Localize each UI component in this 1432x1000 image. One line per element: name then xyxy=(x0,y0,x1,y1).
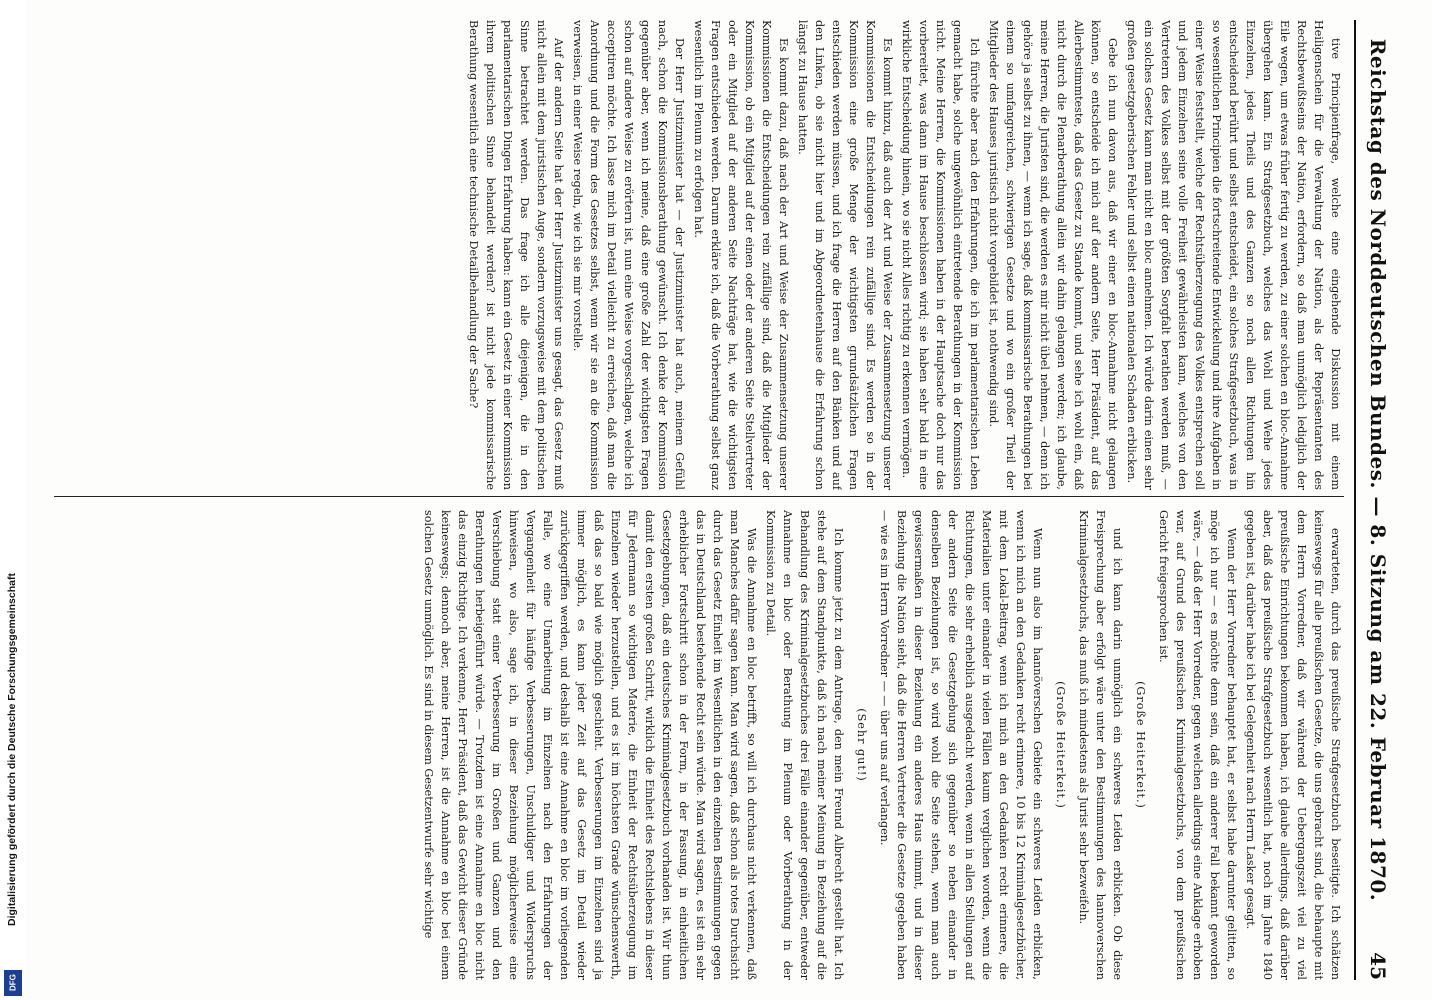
right-column xyxy=(44,510,1344,980)
funding-sidebar xyxy=(0,0,26,1000)
paragraph: Es kommt hinzu, daß auch der Art und Weise der Zusammensetzung unserer Kommissionen die Entscheidungen rein zufällige sind. Es werden so in der Kommission eine große Menge der wichtigsten grundsätzlichen Fragen entschieden werden müssen, und ich frage die Herren auf den Bänken und auf den Linken, ob sie nicht hier und im Abgeordnetenhause die Erfahrung schon längst zu Hause hatten. xyxy=(796,20,894,490)
running-title: Reichstag des Norddeutschen Bundes. — 8. Sitzung am 22. Februar 1870. xyxy=(1366,38,1390,902)
audience-reaction: (Sehr gut!) xyxy=(855,708,868,782)
funding-notice: Digitalisierung gefördert durch die Deutsche Forschungsgemeinschaft xyxy=(6,573,18,926)
paragraph: Wenn der Herr Vorredner behauptet hat, er selbst habe darunter gelitten, so möge ich nur — es möchte denn sein, daß ein anderer Fall bekannt geworden wäre, — daß der Herr Vorredner, gegen welchen allerdings eine Anklage erhoben war, auf Grund des preußischen Kriminalgesetzbuchs, von dem preußischen Gericht freigesprochen ist. xyxy=(1157,510,1238,980)
paragraph: Der Herr Justizminister hat — der Justizminister hat auch, meinem Gefühl nach, schon die Kommissionsberathung gewünscht. Ich denke der Kommission gegenüber aber, wenn ich meine, daß eine große Zahl der wichtigsten Fragen schon auf andere Weise zu erörtern ist, nun eine Weise vorgeschlagen, welche ich acceptiren möchte. Ich lasse mich im Detail vielleicht zu erreichen, daß man die Anordnung und die Form des Gesetzes selbst, wenn wir sie an die Kommission verweisen, in einer Weise regeln, wie ich sie mir vorstelle. xyxy=(571,20,686,490)
paragraph: Es kommt dazu, daß nach der Art und Weise der Zusammensetzung unserer Kommissionen die Entscheidungen rein zufällige sind, daß die Mitglieder der Kommission, ob ein Mitglied auf der einen oder der anderen Seite Stellvertreter oder ein Mitglied auf der anderen Seite Nachträge hat, wie die wichtigsten Fragen entschieden werden. Darum erkläre ich, daß die Vorberathung selbst ganz wesentlich im Plenum zu erfolgen hat. xyxy=(692,20,790,490)
audience-reaction: (Große Heiterkeit.) xyxy=(1054,681,1067,809)
page-number: 45 xyxy=(1366,952,1390,980)
paragraph: tive Principienfrage, welche eine eingehende Diskussion mit einem Heiligenschein für die Verwaltung der Nation, als der Repräsentanten des Rechtsbewußtseins der Nation, erfordern, so daß man unmöglich lediglich der Eile wegen, um etwas früher fertig zu werden, zu einer solchen en bloc-Annahme übergehen kann. Ein Strafgesetzbuch, welches das Wohl und Wehe jedes Einzelnen, jedes Theils und des Ganzen so noch allen Richtungen hin entscheidend berührt und selbst entscheidet, ein solches Strafgesetzbuch, was in so wesentlichen Principien die fortschreitende Entwickelung und ihre Aufgaben in einer Weise feststellt, welche der Rechtsüberzeugung des Volkes entsprechen soll und jedem Einzelnen seine volle Freiheit gewährleisten kann, welches von den Vertretern des Volkes selbst mit der größten Sorgfalt berathen werden muß, — ein solches Gesetz kann man nicht en bloc annehmen. Ich würde darin einen sehr großen gesetzgeberischen Fehler und selbst einen nationalen Schaden erblicken. xyxy=(1125,20,1342,490)
paragraph: Auf der andern Seite hat der Herr Justizminister uns gesagt, das Gesetz muß nicht allein mit dem juristischen Auge, sondern vorzugsweise mit dem politischen Sinne betrachtet werden. Das frage ich alle diejenigen, die in den parlamentarischen Dingen Erfahrung haben: kann ein Gesetz in einer Kommission ihrem politischen Sinne behandelt werden? ist nicht jede kommissarische Berathung wesentlich eine technische Detailbehandlung der Sache? xyxy=(467,20,565,490)
paragraph: und ich kann darin unmöglich ein schweres Leiden erblicken. Ob diese Freisprechung aber erfolgt wäre unter den Bestimmungen des hannoverschen Kriminalgesetzbuchs, das muß ich mindestens als Jurist sehr bezweifeln. xyxy=(1077,510,1124,980)
paragraph: erwarteten, durch das preußische Strafgesetzbuch beseitigte. Ich schätzen keineswegs für alle preußischen Gesetze, die uns gebracht sind, die behaupte mit dem Herrn Vorredner, daß wir während der Uebergangszeit viel zu viel preußische Einrichtungen bekommen haben, ich glaube allerdings, daß darüber aber, daß das preußische Strafgesetzbuch wesentlich hat, noch im Jahre 1840 gegeben ist, darüber habe ich bei Gelegenheit nach Herrn Lasker gesagt. xyxy=(1244,510,1342,980)
left-column xyxy=(44,20,1344,490)
rotated-page-content xyxy=(26,0,1406,1000)
paragraph: Ich komme jetzt zu dem Antrage, den mein Freund Albrecht gestellt hat. Ich stehe auf dem Standpunkte, daß ich nach meiner Meinung in Beziehung auf die Behandlung des Kriminalgesetzbuches drei Fälle einander gegenüber, entweder Annahme en bloc oder Berathung im Plenum oder Vorberathung in der Kommission zu Detail. xyxy=(764,510,845,980)
column-divider xyxy=(54,496,1344,497)
paragraph: Was die Annahme en bloc betrifft, so will ich durchaus nicht verkennen, daß man Manches dafür sagen kann. Man wird sagen, daß schon als rotes Durchsicht durch das Gesetz Einheit im Wesentlichen in den einzelnen Bestimmungen gegen das in Deutschland bestehende Recht sein würde. Man wird sagen, es ist ein sehr erheblicher Fortschritt schon in der Form, in der Fassung, in einheitlichen Gesetzgebungen, daß ein deutsches Kriminalgesetzbuch vorhanden ist. Wir thun damit den ersten großen Schritt, wirklich die Einheit des Rechtslebens in dieser für Jedermann so wichtigen Materie, die Einheit der Rechtsüberzeugung im Einzelnen wieder herzustellen, und es ist im höchsten Grade wünschenswerth, daß das so bald wie möglich geschieht. Verbesserungen im Einzelnen sind ja immer möglich, es kann jeder Zeit auf das Gesetz im Detail wieder zurückgegriffen werden, und deshalb ist eine Annahme en bloc im vorliegenden Falle, wo eine Umarbeitung im Einzelnen nach den Erfahrungen der Vergangenheit für häufige Verbesserungen, Unschuldiger und Widerspruchs hinweisen, wo also, sage ich, in dieser Beziehung möglicherweise eine Verschiebung statt einer Verbesserung im Großen und Ganzen und den Berathungen herbeigeführt würde. — Trotzdem ist eine Annahme en bloc nicht das einzig Richtige. Ich verkenne, Herr Präsident, daß das Gewicht dieser Gründe keineswegs; dennoch aber, meine Herren, ist die Annahme en bloc bei einem solchen Gesetz unmöglich. Es sind in diesem Gesetzentwurfe sehr wichtige xyxy=(422,510,758,980)
dfg-logo-icon: DFG xyxy=(4,970,22,996)
page-header xyxy=(1354,20,1396,980)
audience-reaction: (Große Heiterkeit.) xyxy=(1134,681,1147,809)
paragraph: Ich fürchte aber nach den Erfahrungen, die ich im parlamentarischen Leben gemacht habe, solche ungewöhnlich eintretende Berathungen in der Kommission nicht. Meine Herren, die Kommissionen haben in der Hauptsache doch nur das vorbereitet, was dann im Hause beschlossen wird; sie haben sehr bald in eine wirkliche Entscheidung hinein, wo sie nicht Alles richtig zu erkennen vermögen. xyxy=(900,20,981,490)
paragraph: Gebe ich nun davon aus, daß wir einer en bloc-Annahme nicht gelangen können, so entscheide ich mich auf der andern Seite, Herr Präsident, auf das Allerbestimmteste, daß das Gesetz zu Stande kommt, und sehe ich wohl ein, daß nicht durch die Plenarberathung allein wir dahin gelangen werden; ich glaube, meine Herren, die Juristen sind, die werden es mir nicht übel nehmen, — denn ich gehöre ja selbst zu ihnen, — wenn ich sage, daß kommissarische Berathungen bei einem so umfangreichen, schwierigen Gesetze und wo ein großer Theil der Mitglieder des Hauses juristisch nicht vorgebildet ist, nothwendig sind. xyxy=(987,20,1119,490)
paragraph: Wenn nun also im hannöverschen Gebiete ein schweres Leiden erblicken, wenn ich mich an den Gedanken recht erinnere, 10 bis 12 Kriminalgesetzbücher, mit dem Lokal-Beitrag, wenn ich mich an den Gedanken recht erinnere, die Materialien unter einander in vielen Fällen kaum verglichen worden, wenn die Richtungen, die sehr erheblich ausgedacht werden, wenn in allen Stellungen auf der andern Seite die Gesetzgebung sich gegenüber so neben einander in denselben Beziehungen ist, so wird wohl die Seite stehen, wenn man auch gewissermaßen in dieser Beziehung ein anderes Haus nimmt, und in dieser Beziehung die Nation sieht, daß die Herren Vertreter die Gesetze gegeben haben — wie es im Herrn Vorredner — — über uns auf verlangen. xyxy=(878,510,1044,980)
